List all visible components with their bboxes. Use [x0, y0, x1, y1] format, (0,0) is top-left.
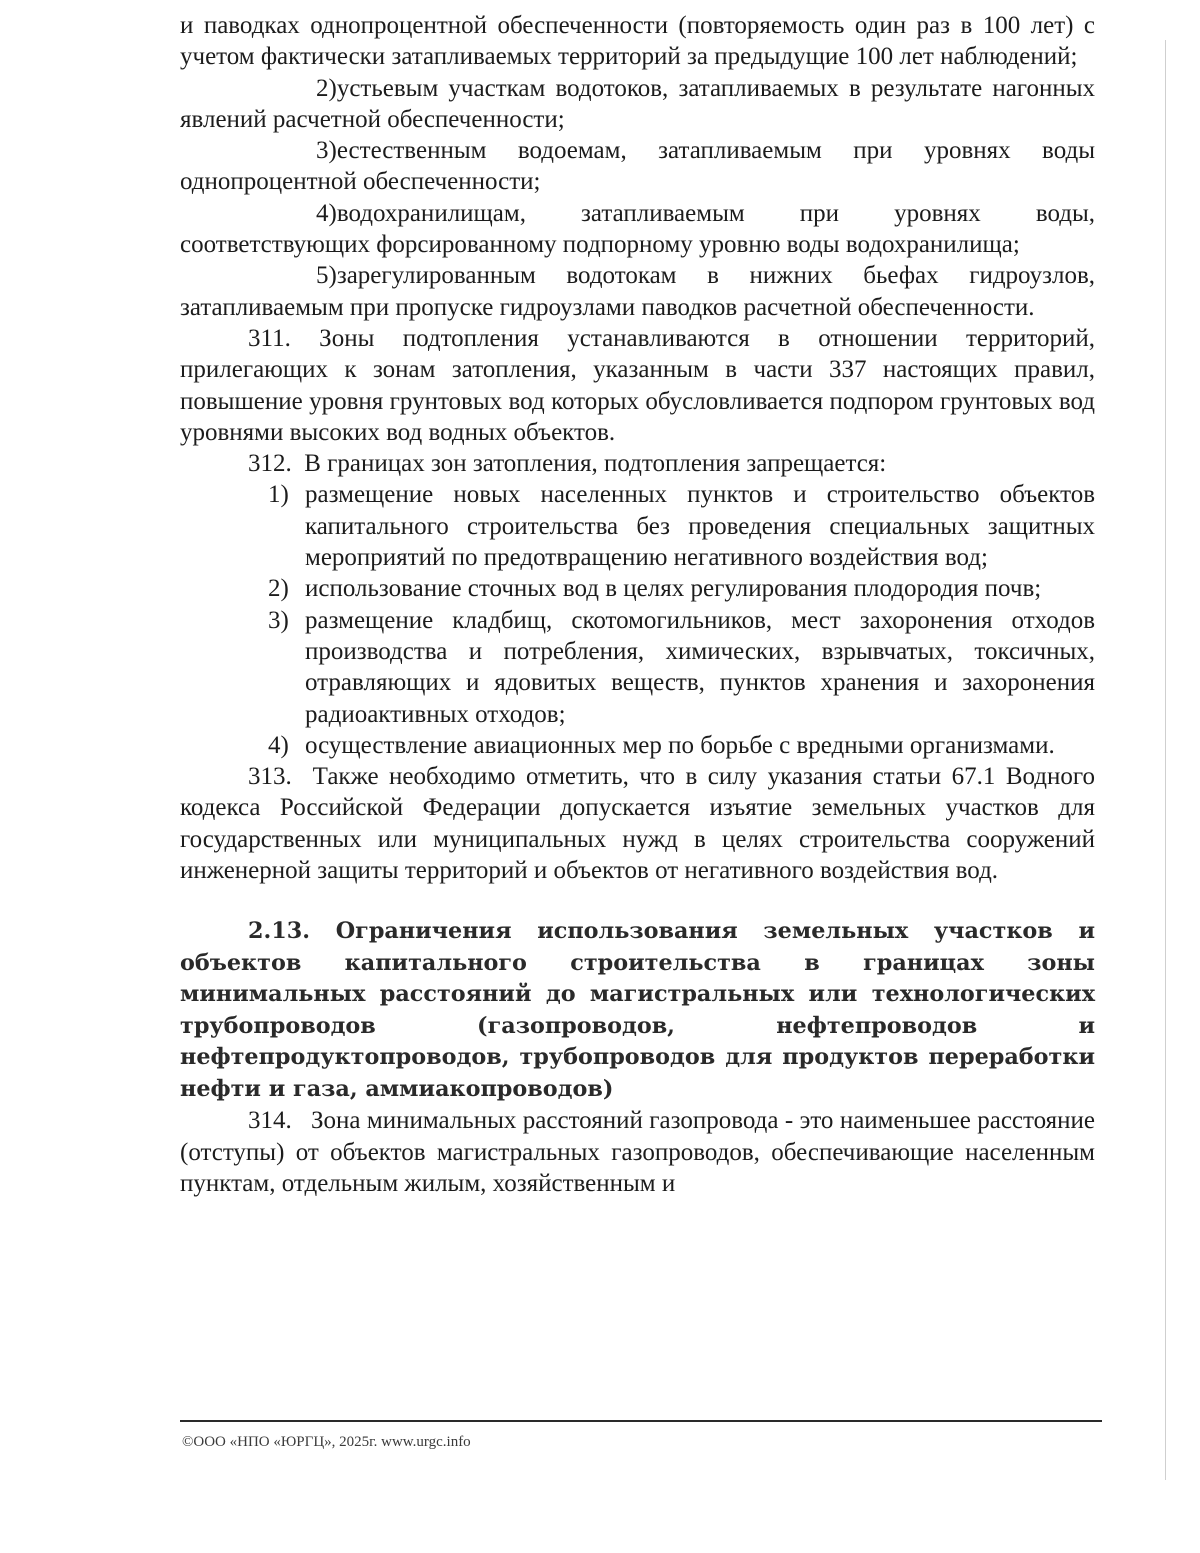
item-text: естественным водоемам, затапливаемым при уровнях воды однопроцентной обеспеченности; — [180, 137, 1095, 196]
item-number: 3) — [316, 137, 337, 165]
paragraph-311 — [180, 323, 1095, 448]
prohibited-list-item — [268, 479, 1095, 573]
footer-copyright: ©ООО «НПО «ЮРГЦ», 2025г. www.urgc.info — [182, 1434, 471, 1450]
item-text: водохранилищам, затапливаемым при уровнях воды, соответствующих форсированному подпорному уровню воды водохранилища; — [180, 199, 1095, 259]
item-number: 2) — [268, 575, 289, 603]
item-text: зарегулированным водотокам в нижних бьефах гидроузлов, затапливаемым при пропуске гидроузлами паводков расчетной обеспеченности. — [180, 262, 1095, 321]
flood-list-item — [180, 135, 1095, 198]
item-number: 4) — [268, 731, 289, 759]
paragraph-text: Также необходимо отметить, что в силу указания статьи 67.1 Водного кодекса Российской Федерации допускается изъятие земельных участков для государственных или муниципальных нужд в целях строительства сооружений инженерной защиты территорий и объектов от негативного воздействия вод. — [180, 763, 1096, 885]
item-text: размещение кладбищ, скотомогильников, мест захоронения отходов производства и потребления, химических, взрывчатых, токсичных, отравляющих и ядовитых веществ, пунктов хранения и захоронения радиоактивных отходов; — [305, 606, 1095, 728]
document-page — [180, 10, 1095, 1199]
prohibited-list-item — [268, 730, 1095, 761]
paragraph-313 — [180, 761, 1095, 886]
prohibited-list — [180, 479, 1095, 761]
item-text: устьевым участкам водотоков, затапливаемых в результате нагонных явлений расчетной обеспеченности; — [180, 74, 1095, 133]
paragraph-text: Зоны подтопления устанавливаются в отношении территорий, прилегающих к зонам затопления, указанным в части 337 настоящих правил, повышение уровня грунтовых вод которых обусловливается подпором грунтовых вод уровнями высоких вод водных объектов. — [180, 324, 1095, 446]
flood-list-item — [180, 198, 1095, 261]
paragraph-number: 312. — [248, 450, 292, 478]
item-number: 2) — [316, 74, 337, 102]
item-text: использование сточных вод в целях регулирования плодородия почв; — [305, 575, 1042, 603]
section-spacer — [180, 886, 1095, 916]
item-number: 1) — [268, 481, 289, 509]
item-text: размещение новых населенных пунктов и строительство объектов капитального строительства без проведения специальных защитных мероприятий по предотвращению негативного воздействия вод; — [305, 481, 1095, 572]
flood-list-item — [180, 73, 1095, 136]
paragraph-text: В границах зон затопления, подтопления запрещается: — [304, 450, 887, 478]
item-text: осуществление авиационных мер по борьбе с вредными организмами. — [305, 731, 1055, 759]
paragraph-312 — [180, 448, 1095, 479]
paragraph-number: 314. — [248, 1107, 292, 1135]
footer-divider — [180, 1420, 1102, 1422]
paragraph-number: 313. — [248, 763, 292, 791]
prohibited-list-item — [268, 605, 1095, 730]
flood-list-item — [180, 260, 1095, 323]
item-number: 5) — [316, 262, 337, 290]
paragraph-314 — [180, 1105, 1095, 1199]
intro-paragraph: и паводках однопроцентной обеспеченности (повторяемость один раз в 100 лет) с учетом фактически затапливаемых территорий за предыдущие 100 лет наблюдений; — [180, 12, 1095, 71]
item-number: 4) — [316, 199, 337, 227]
item-number: 3) — [268, 606, 289, 634]
section-heading: 2.13. Ограничения использования земельных участков и объектов капитального строительства в границах зоны минимальных расстояний до магистральных или технологических трубопроводов (газопроводов, нефтепроводов и нефтепродуктопроводов, трубопроводов для продуктов переработки нефти и газа, аммиакопроводов) — [180, 918, 1095, 1102]
paragraph-number: 311. — [248, 324, 291, 352]
prohibited-list-item — [268, 573, 1095, 604]
scan-edge-line — [1165, 40, 1166, 1480]
paragraph-text: Зона минимальных расстояний газопровода - это наименьшее расстояние (отступы) от объектов магистральных газопроводов, обеспечивающие населенным пунктам, отдельным жилым, хозяйственным и — [180, 1107, 1095, 1197]
